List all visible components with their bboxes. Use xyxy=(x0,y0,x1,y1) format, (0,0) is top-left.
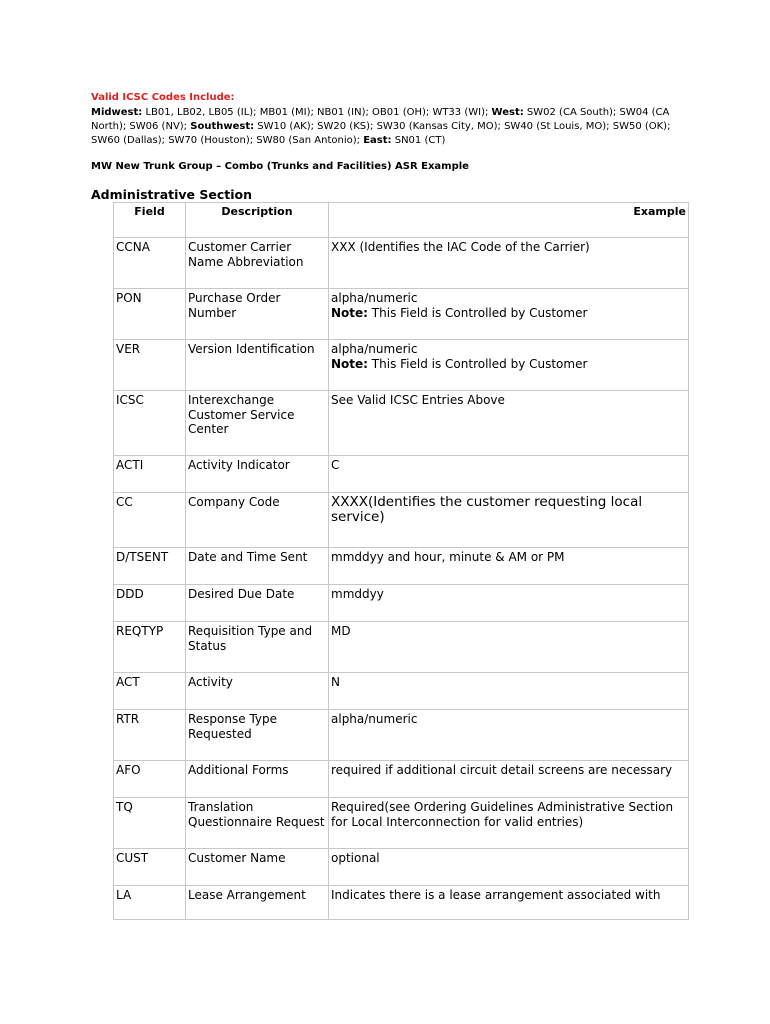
description-cell: Response Type Requested xyxy=(186,710,329,761)
table-row xyxy=(114,493,689,548)
note-text: This Field is Controlled by Customer xyxy=(371,305,588,320)
description-cell: Translation Questionnaire Request xyxy=(186,798,329,849)
header-example: Example xyxy=(329,203,689,238)
description-cell: Date and Time Sent xyxy=(186,548,329,585)
example-cell: mmddyy and hour, minute & AM or PM xyxy=(329,548,689,585)
example-cell: mmddyy xyxy=(329,585,689,622)
description-cell: Customer Name xyxy=(186,849,329,886)
description-cell: Version Identification xyxy=(186,340,329,391)
description-cell: Company Code xyxy=(186,493,329,548)
note-label: Note: xyxy=(331,356,368,371)
administrative-table xyxy=(113,202,689,920)
note-text: This Field is Controlled by Customer xyxy=(371,356,588,371)
region-label-west: West: xyxy=(491,107,524,118)
example-value: alpha/numeric xyxy=(331,342,418,356)
example-cell: See Valid ICSC Entries Above xyxy=(329,391,689,456)
region-codes-east: SN01 (CT) xyxy=(394,135,446,146)
field-cell: DDD xyxy=(114,585,186,622)
example-cell: XXX (Identifies the IAC Code of the Carrier) xyxy=(329,238,689,289)
example-cell: MD xyxy=(329,622,689,673)
description-cell: Desired Due Date xyxy=(186,585,329,622)
example-cell: XXXX(Identifies the customer requesting local service) xyxy=(329,493,689,548)
field-cell: ICSC xyxy=(114,391,186,456)
example-value: alpha/numeric xyxy=(331,291,418,305)
field-cell: AFO xyxy=(114,761,186,798)
table-row xyxy=(114,340,689,391)
section-title: Administrative Section xyxy=(91,187,253,202)
description-cell: Lease Arrangement xyxy=(186,886,329,920)
description-cell: Customer Carrier Name Abbreviation xyxy=(186,238,329,289)
field-cell: TQ xyxy=(114,798,186,849)
table-row xyxy=(114,456,689,493)
field-cell: LA xyxy=(114,886,186,920)
description-cell: Interexchange Customer Service Center xyxy=(186,391,329,456)
region-codes-west: SW02 (CA South); SW04 (CA North); SW06 (NV); xyxy=(91,107,670,132)
example-cell xyxy=(329,289,689,340)
table-row xyxy=(114,761,689,798)
note-label: Note: xyxy=(331,305,368,320)
header-description: Description xyxy=(186,203,329,238)
field-cell: VER xyxy=(114,340,186,391)
field-cell: RTR xyxy=(114,710,186,761)
field-cell: D/TSENT xyxy=(114,548,186,585)
table-row xyxy=(114,585,689,622)
example-cell: required if additional circuit detail screens are necessary xyxy=(329,761,689,798)
region-label-southwest: Southwest: xyxy=(190,121,255,132)
table-row xyxy=(114,886,689,920)
region-codes-southwest: SW10 (AK); SW20 (KS); SW30 (Kansas City, MO); SW40 (St Louis, MO); SW50 (OK); SW60 (Dallas); SW70 (Houston); SW80 (San Antonio); xyxy=(91,121,671,146)
field-cell: CUST xyxy=(114,849,186,886)
header-field: Field xyxy=(114,203,186,238)
table-row xyxy=(114,548,689,585)
table-row xyxy=(114,289,689,340)
field-cell: ACT xyxy=(114,673,186,710)
field-cell: ACTI xyxy=(114,456,186,493)
example-cell: C xyxy=(329,456,689,493)
example-cell: Required(see Ordering Guidelines Administrative Section for Local Interconnection for valid entries) xyxy=(329,798,689,849)
icsc-codes-list xyxy=(91,106,691,148)
table-row xyxy=(114,622,689,673)
example-cell xyxy=(329,340,689,391)
example-cell: N xyxy=(329,673,689,710)
table-row xyxy=(114,391,689,456)
region-codes-midwest: LB01, LB02, LB05 (IL); MB01 (MI); NB01 (IN); OB01 (OH); WT33 (WI); xyxy=(145,107,489,118)
field-cell: CC xyxy=(114,493,186,548)
example-cell: alpha/numeric xyxy=(329,710,689,761)
description-cell: Purchase Order Number xyxy=(186,289,329,340)
description-cell: Requisition Type and Status xyxy=(186,622,329,673)
field-cell: CCNA xyxy=(114,238,186,289)
description-cell: Additional Forms xyxy=(186,761,329,798)
example-cell: optional xyxy=(329,849,689,886)
table-row xyxy=(114,710,689,761)
icsc-codes-title: Valid ICSC Codes Include: xyxy=(91,92,235,103)
field-cell: REQTYP xyxy=(114,622,186,673)
table-row xyxy=(114,238,689,289)
example-cell: Indicates there is a lease arrangement associated with xyxy=(329,886,689,920)
description-cell: Activity xyxy=(186,673,329,710)
table-row xyxy=(114,673,689,710)
example-title: MW New Trunk Group – Combo (Trunks and Facilities) ASR Example xyxy=(91,161,469,172)
field-cell: PON xyxy=(114,289,186,340)
table-row xyxy=(114,849,689,886)
description-cell: Activity Indicator xyxy=(186,456,329,493)
region-label-east: East: xyxy=(363,135,392,146)
region-label-midwest: Midwest: xyxy=(91,107,143,118)
table-row xyxy=(114,798,689,849)
table-header-row xyxy=(114,203,689,238)
